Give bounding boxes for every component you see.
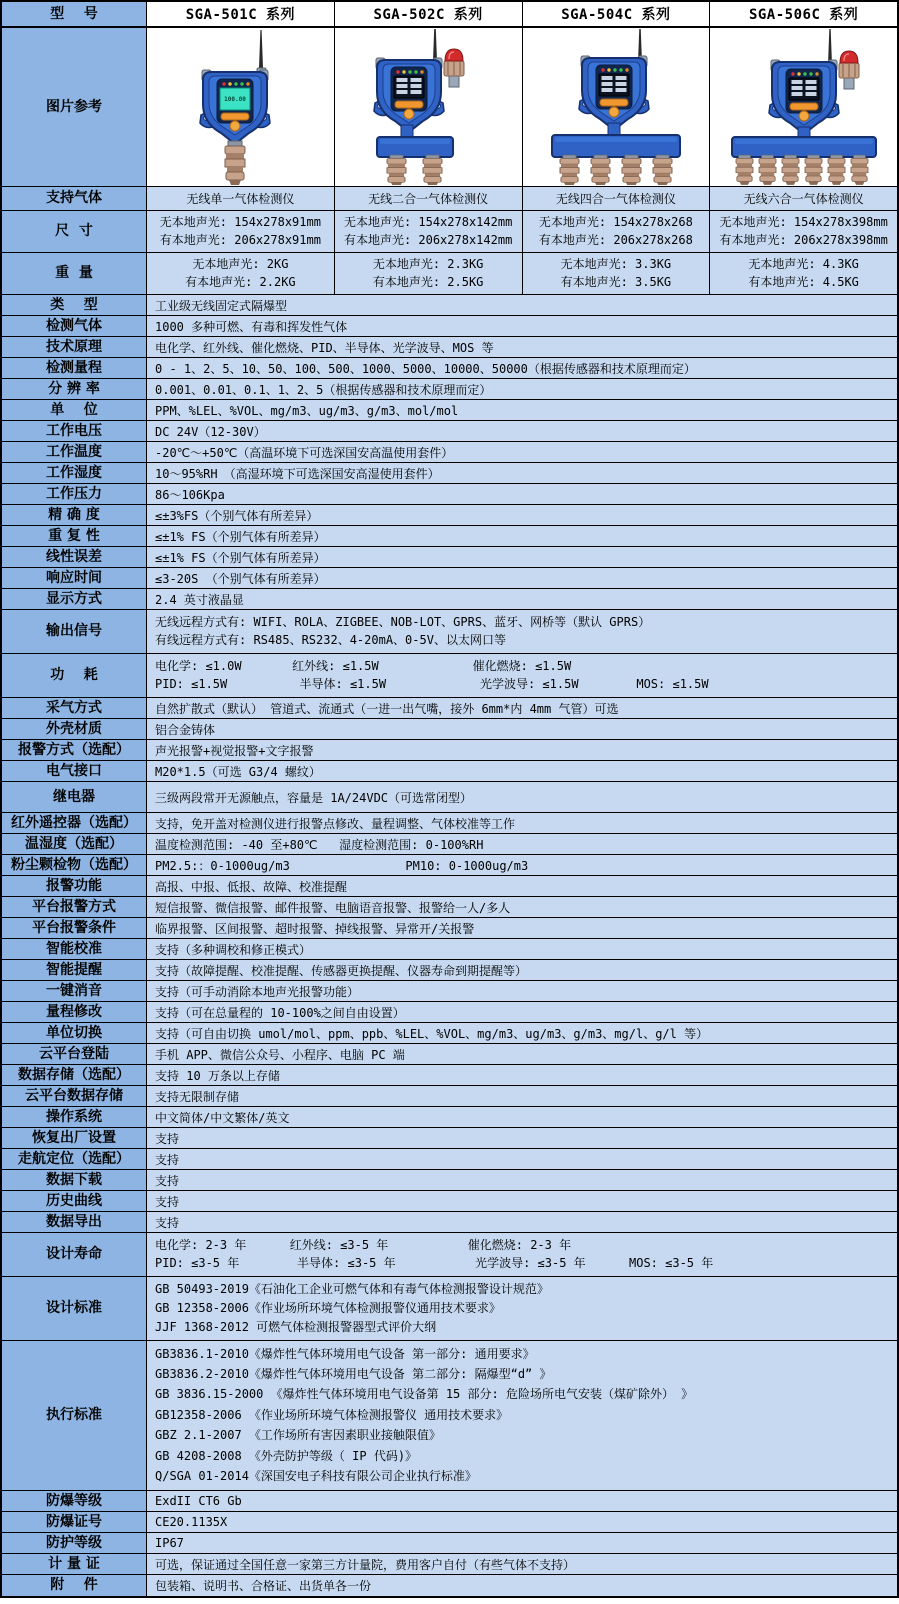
spec-label: 一键消音 [2, 981, 147, 1001]
spec-value: 0 - 1、2、5、10、50、100、500、1000、5000、10000、50000（根据传感器和技术原理而定） [147, 358, 897, 378]
spec-value: 支持 [147, 1128, 897, 1148]
spec-label: 工作压力 [2, 484, 147, 504]
spec-label: 分 辨 率 [2, 379, 147, 399]
weight-row [2, 253, 897, 295]
spec-row-units [2, 400, 897, 421]
spec-value: ≤±1% FS（个别气体有所差异） [147, 526, 897, 546]
weight-value [147, 253, 335, 294]
spec-label: 精 确 度 [2, 505, 147, 525]
model-name-sga-506c: SGA-506C 系列 [710, 2, 897, 26]
spec-value: 手机 APP、微信公众号、小程序、电脑 PC 端 [147, 1044, 897, 1064]
spec-row-metering-certificate [2, 1554, 897, 1575]
spec-row-voltage [2, 421, 897, 442]
spec-value: 1000 多种可燃、有毒和挥发性气体 [147, 316, 897, 336]
spec-value: 支持，免开盖对检测仪进行报警点修改、量程调整、气体校准等工作 [147, 813, 897, 833]
spec-value: 铝合金铸体 [147, 719, 897, 739]
dimension-line: 有本地声光: 206x278x398mm [719, 232, 888, 247]
supported-gas-value: 无线六合一气体检测仪 [710, 187, 897, 210]
spec-label: 执行标准 [2, 1341, 147, 1490]
spec-label: 红外遥控器（选配） [2, 813, 147, 833]
weight-line: 有本地声光: 3.5KG [560, 274, 672, 289]
spec-label: 粉尘颗检物（选配） [2, 855, 147, 875]
spec-value-line: GB 4208-2008 《外壳防护等级（ IP 代码)》 [155, 1448, 418, 1463]
model-header-row [2, 2, 897, 28]
spec-value-line: Q/SGA 01-2014《深国安电子科技有限公司企业执行标准》 [155, 1469, 477, 1484]
supported-gas-value: 无线单一气体检测仪 [147, 187, 335, 210]
spec-value [147, 1233, 897, 1276]
spec-value: ExdII CT6 Gb [147, 1491, 897, 1511]
spec-value: 中文简体/中文繁体/英文 [147, 1107, 897, 1127]
weight-value [335, 253, 523, 294]
spec-row-resolution [2, 379, 897, 400]
spec-value: 支持 10 万条以上存储 [147, 1065, 897, 1085]
spec-value-line: GB12358-2006 《作业场所环境气体检测报警仪 通用技术要求》 [155, 1407, 509, 1422]
spec-value-line: 电化学: 2-3 年 红外线: ≤3-5 年 催化燃烧: 2-3 年 [155, 1237, 572, 1252]
weight-label: 重 量 [2, 253, 147, 294]
spec-value: 工业级无线固定式隔爆型 [147, 295, 897, 315]
spec-value [147, 610, 897, 653]
spec-row-explosion-proof-grade [2, 1491, 897, 1512]
dimensions-value [147, 211, 335, 252]
spec-row-detected-gases [2, 316, 897, 337]
spec-value: PPM、%LEL、%VOL、mg/m3、ug/m3、g/m3、mol/mol [147, 400, 897, 420]
spec-label: 设计标准 [2, 1277, 147, 1340]
spec-row-output-signal [2, 610, 897, 654]
spec-row-alarm-functions [2, 876, 897, 897]
two-in-one-gas-detector-icon [335, 29, 522, 185]
image-row [2, 28, 897, 187]
weight-line: 无本地声光: 2.3KG [372, 257, 484, 272]
spec-value: 声光报警+视觉报警+文字报警 [147, 740, 897, 760]
spec-row-housing [2, 719, 897, 740]
spec-label: 防爆证号 [2, 1512, 147, 1532]
detector-image-sga-501c [147, 28, 335, 186]
spec-row-electrical-interface [2, 761, 897, 782]
spec-value: 支持（故障提醒、校准提醒、传感器更换提醒、仪器寿命到期提醒等） [147, 960, 897, 980]
spec-row-display [2, 589, 897, 610]
spec-row-temp-humidity-option [2, 834, 897, 855]
spec-row-sampling [2, 698, 897, 719]
spec-value: 支持无限制存储 [147, 1086, 897, 1106]
spec-row-platform-alarm-conditions [2, 918, 897, 939]
spec-row-alarm-mode [2, 740, 897, 761]
spec-row-ir-remote [2, 813, 897, 834]
spec-value-line: JJF 1368-2012 可燃气体检测报警器型式评价大纲 [155, 1319, 437, 1334]
spec-value-line: GBZ 2.1-2007 《工作场所有害因素职业接触限值》 [155, 1428, 441, 1443]
spec-row-accuracy [2, 505, 897, 526]
spec-label: 智能校准 [2, 939, 147, 959]
spec-label: 采气方式 [2, 698, 147, 718]
six-in-one-gas-detector-icon [710, 29, 897, 185]
spec-row-factory-reset [2, 1128, 897, 1149]
spec-row-os [2, 1107, 897, 1128]
spec-value-line: GB 50493-2019《石油化工企业可燃气体和有毒气体检测报警设计规范》 [155, 1281, 549, 1296]
spec-value: 10～95%RH （高湿环境下可选深国安高湿使用套件） [147, 463, 897, 483]
spec-value: 支持（可自由切换 umol/mol、ppm、ppb、%LEL、%VOL、mg/m3、ug/m3、g/m3、mg/l、g/l 等） [147, 1023, 897, 1043]
spec-label: 线性误差 [2, 547, 147, 567]
spec-row-design-standards [2, 1277, 897, 1341]
spec-label: 继电器 [2, 782, 147, 812]
spec-row-protection-grade [2, 1533, 897, 1554]
spec-value: 三级两段常开无源触点，容量是 1A/24VDC（可选常闭型） [147, 782, 897, 812]
spec-value: 包装箱、说明书、合格证、出货单各一份 [147, 1575, 897, 1596]
spec-label: 显示方式 [2, 589, 147, 609]
spec-value: DC 24V（12-30V） [147, 421, 897, 441]
spec-value: 可选，保证通过全国任意一家第三方计量院，费用客户自付（有些气体不支持） [147, 1554, 897, 1574]
model-name-sga-502c: SGA-502C 系列 [335, 2, 523, 26]
spec-label: 技术原理 [2, 337, 147, 357]
image-row-label: 图片参考 [2, 28, 147, 186]
spec-row-range-modification [2, 1002, 897, 1023]
spec-value: ≤±1% FS（个别气体有所差异） [147, 547, 897, 567]
spec-label: 防爆等级 [2, 1491, 147, 1511]
spec-label: 计 量 证 [2, 1554, 147, 1574]
weight-line: 有本地声光: 2.2KG [185, 274, 296, 289]
spec-label: 工作湿度 [2, 463, 147, 483]
model-name-sga-504c: SGA-504C 系列 [523, 2, 711, 26]
spec-label: 温湿度（选配） [2, 834, 147, 854]
spec-label: 外壳材质 [2, 719, 147, 739]
spec-row-platform-alarm-mode [2, 897, 897, 918]
spec-label: 数据存储（选配） [2, 1065, 147, 1085]
spec-label: 设计寿命 [2, 1233, 147, 1276]
spec-label: 功 耗 [2, 654, 147, 697]
spec-label: 类 型 [2, 295, 147, 315]
weight-line: 有本地声光: 4.5KG [748, 274, 859, 289]
spec-row-humidity [2, 463, 897, 484]
spec-value: 支持 [147, 1191, 897, 1211]
spec-row-data-export [2, 1212, 897, 1233]
spec-label: 平台报警方式 [2, 897, 147, 917]
spec-label: 报警功能 [2, 876, 147, 896]
spec-label: 工作电压 [2, 421, 147, 441]
dimensions-value [335, 211, 523, 252]
spec-value-line: 有线远程方式有: RS485、RS232、4-20mA、0-5V、以太网口等 [155, 633, 506, 648]
spec-value-line: 无线远程方式有: WIFI、ROLA、ZIGBEE、NOB-LOT、GPRS、蓝牙、网桥等（默认 GPRS） [155, 614, 651, 629]
spec-row-linearity [2, 547, 897, 568]
spec-row-temperature [2, 442, 897, 463]
spec-label: 历史曲线 [2, 1191, 147, 1211]
dimension-line: 无本地声光: 154x278x142mm [343, 215, 513, 230]
weight-value [710, 253, 897, 294]
spec-row-response-time [2, 568, 897, 589]
spec-value: ≤±3%FS（个别气体有所差异） [147, 505, 897, 525]
spec-label: 附 件 [2, 1575, 147, 1596]
dimensions-row [2, 211, 897, 253]
detector-image-sga-502c [335, 28, 523, 186]
spec-row-history-curve [2, 1191, 897, 1212]
spec-value [147, 654, 897, 697]
spec-row-technology [2, 337, 897, 358]
spec-row-navigation-positioning [2, 1149, 897, 1170]
spec-value: 支持 [147, 1149, 897, 1169]
weight-line: 有本地声光: 2.5KG [372, 274, 484, 289]
detector-screen-reading: 100.00 [224, 96, 246, 103]
spec-row-design-life [2, 1233, 897, 1277]
spec-value [147, 1277, 897, 1340]
spec-label: 操作系统 [2, 1107, 147, 1127]
dimension-line: 无本地声光: 154x278x91mm [159, 215, 321, 230]
spec-value-line: 电化学: ≤1.0W 红外线: ≤1.5W 催化燃烧: ≤1.5W [155, 658, 572, 673]
spec-value: 支持（可手动消除本地声光报警功能） [147, 981, 897, 1001]
spec-value-line: GB 12358-2006《作业场所环境气体检测报警仪通用技术要求》 [155, 1300, 501, 1315]
spec-label: 云平台登陆 [2, 1044, 147, 1064]
spec-label: 重 复 性 [2, 526, 147, 546]
spec-label: 工作温度 [2, 442, 147, 462]
model-header-label: 型 号 [2, 2, 147, 26]
weight-line: 无本地声光: 2KG [192, 257, 289, 272]
spec-value: 支持 [147, 1170, 897, 1190]
spec-value: 临界报警、区间报警、超时报警、掉线报警、异常开/关报警 [147, 918, 897, 938]
spec-label: 检测量程 [2, 358, 147, 378]
spec-value: 温度检测范围: -40 至+80℃ 湿度检测范围: 0-100%RH [147, 834, 897, 854]
spec-row-cloud-login [2, 1044, 897, 1065]
supported-gas-label: 支持气体 [2, 187, 147, 210]
spec-label: 防护等级 [2, 1533, 147, 1553]
spec-row-repeatability [2, 526, 897, 547]
spec-value: 电化学、红外线、催化燃烧、PID、半导体、光学波导、MOS 等 [147, 337, 897, 357]
supported-gas-value: 无线四合一气体检测仪 [523, 187, 711, 210]
spec-value: 高报、中报、低报、故障、校准提醒 [147, 876, 897, 896]
spec-row-executive-standards [2, 1341, 897, 1491]
four-in-one-gas-detector-icon [523, 29, 710, 185]
spec-row-dust-option [2, 855, 897, 876]
spec-row-one-key-mute [2, 981, 897, 1002]
spec-value: 短信报警、微信报警、邮件报警、电脑语音报警、报警给一人/多人 [147, 897, 897, 917]
spec-value-line: PID: ≤1.5W 半导体: ≤1.5W 光学波导: ≤1.5W MOS: ≤1.5W [155, 677, 709, 692]
spec-value: M20*1.5（可选 G3/4 螺纹） [147, 761, 897, 781]
detector-image-sga-504c [523, 28, 711, 186]
dimensions-label: 尺 寸 [2, 211, 147, 252]
spec-value: IP67 [147, 1533, 897, 1553]
spec-value: 0.001、0.01、0.1、1、2、5（根据传感器和技术原理而定） [147, 379, 897, 399]
spec-value-line: PID: ≤3-5 年 半导体: ≤3-5 年 光学波导: ≤3-5 年 MOS: ≤3-5 年 [155, 1256, 714, 1271]
spec-value: 86～106Kpa [147, 484, 897, 504]
spec-label: 响应时间 [2, 568, 147, 588]
spec-value [147, 1341, 897, 1490]
spec-value-line: GB 3836.15-2000 《爆炸性气体环境用电气设备第 15 部分: 危险场所电气安装（煤矿除外） 》 [155, 1387, 694, 1402]
spec-label: 数据导出 [2, 1212, 147, 1232]
model-name-sga-501c: SGA-501C 系列 [147, 2, 335, 26]
spec-value: ≤3-20S （个别气体有所差异） [147, 568, 897, 588]
spec-row-data-download [2, 1170, 897, 1191]
spec-row-data-storage [2, 1065, 897, 1086]
spec-value: 自然扩散式（默认） 管道式、流通式（一进一出气嘴，接外 6mm*内 4mm 气管）可选 [147, 698, 897, 718]
spec-value-line: GB3836.2-2010《爆炸性气体环境用电气设备 第二部分: 隔爆型“d” 》 [155, 1366, 552, 1381]
spec-row-power-consumption [2, 654, 897, 698]
spec-row-unit-switching [2, 1023, 897, 1044]
supported-gas-value: 无线二合一气体检测仪 [335, 187, 523, 210]
spec-label: 输出信号 [2, 610, 147, 653]
spec-label: 电气接口 [2, 761, 147, 781]
dimensions-value [710, 211, 897, 252]
spec-label: 恢复出厂设置 [2, 1128, 147, 1148]
spec-label: 数据下载 [2, 1170, 147, 1190]
spec-row-explosion-proof-cert [2, 1512, 897, 1533]
weight-line: 无本地声光: 4.3KG [748, 257, 859, 272]
spec-row-relay [2, 782, 897, 813]
spec-label: 量程修改 [2, 1002, 147, 1022]
dimension-line: 有本地声光: 206x278x142mm [343, 232, 513, 247]
spec-row-smart-calibration [2, 939, 897, 960]
single-gas-detector-icon [147, 29, 334, 185]
spec-value: -20℃～+50℃（高温环境下可选深国安高温使用套件） [147, 442, 897, 462]
spec-label: 智能提醒 [2, 960, 147, 980]
spec-row-smart-reminder [2, 960, 897, 981]
spec-label: 走航定位（选配） [2, 1149, 147, 1169]
spec-row-pressure [2, 484, 897, 505]
dimension-line: 有本地声光: 206x278x91mm [159, 232, 321, 247]
spec-row-type [2, 295, 897, 316]
spec-label: 检测气体 [2, 316, 147, 336]
weight-value [523, 253, 711, 294]
spec-value: 支持（可在总量程的 10-100%之间自由设置） [147, 1002, 897, 1022]
dimension-line: 有本地声光: 206x278x268 [538, 232, 693, 247]
spec-value: CE20.1135X [147, 1512, 897, 1532]
dimensions-value [523, 211, 711, 252]
weight-line: 无本地声光: 3.3KG [560, 257, 672, 272]
spec-label: 单位切换 [2, 1023, 147, 1043]
spec-row-accessories [2, 1575, 897, 1596]
spec-row-cloud-storage [2, 1086, 897, 1107]
spec-value: 支持 [147, 1212, 897, 1232]
spec-label: 平台报警条件 [2, 918, 147, 938]
supported-gas-row [2, 187, 897, 211]
dimension-line: 无本地声光: 154x278x268 [538, 215, 693, 230]
spec-label: 单 位 [2, 400, 147, 420]
spec-row-range [2, 358, 897, 379]
spec-value: 支持（多种调校和修正模式） [147, 939, 897, 959]
spec-value-line: GB3836.1-2010《爆炸性气体环境用电气设备 第一部分: 通用要求》 [155, 1346, 535, 1361]
dimension-line: 无本地声光: 154x278x398mm [719, 215, 888, 230]
spec-value: PM2.5:：0-1000ug/m3 PM10: 0-1000ug/m3 [147, 855, 897, 875]
detector-image-sga-506c [710, 28, 897, 186]
spec-label: 报警方式（选配） [2, 740, 147, 760]
spec-label: 云平台数据存储 [2, 1086, 147, 1106]
spec-value: 2.4 英寸液晶显 [147, 589, 897, 609]
